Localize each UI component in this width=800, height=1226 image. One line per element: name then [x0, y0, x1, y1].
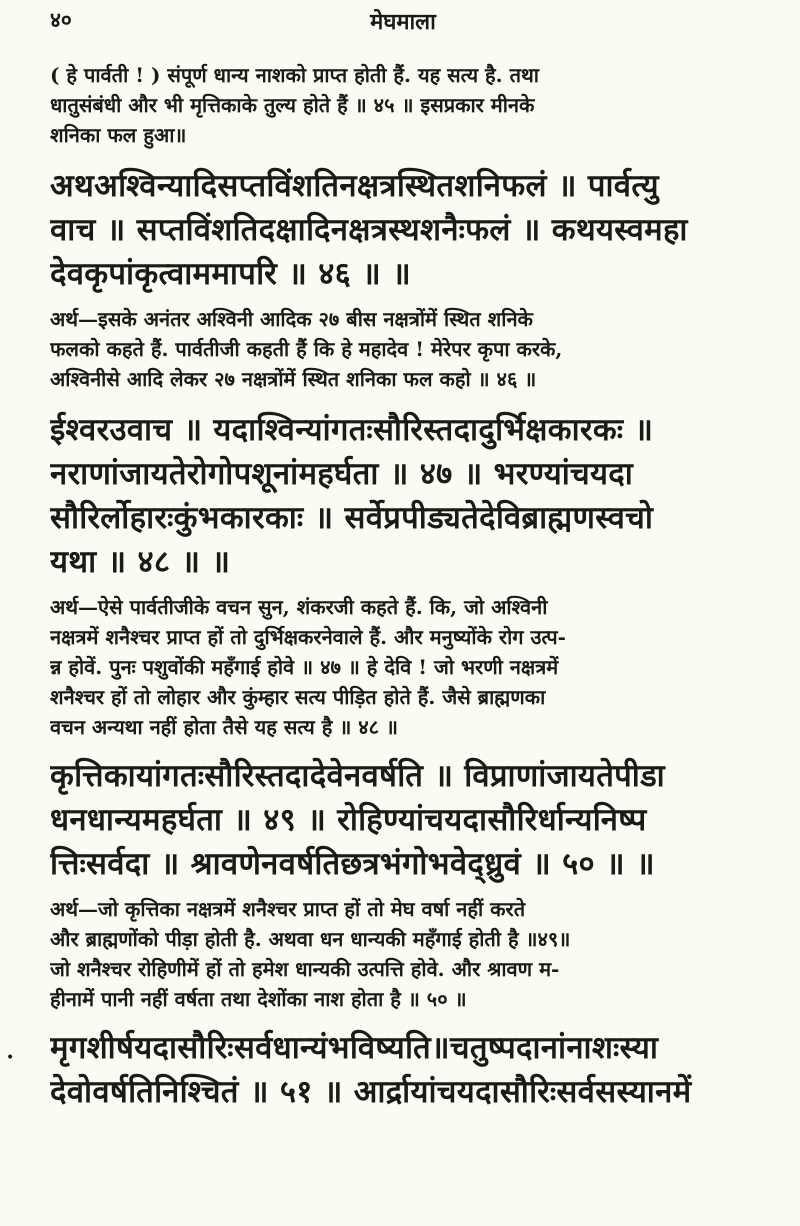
text-line: और ब्राह्मणोंको पीड़ा होती है. अथवा धन धान्यकी महँगाई होती है ॥४९॥ [50, 927, 571, 951]
verse-line: त्तिःसर्वदा ॥ श्रावणेनवर्षतिछत्रभंगोभवेद्ध्रुवं ॥ ५० ॥ ॥ [50, 846, 655, 882]
verse-line: सौरिर्लोहारःकुंभकारकाः ॥ सर्वेप्रपीड्यतेदेविब्राह्मणस्वचो [50, 500, 654, 536]
verse-line: मृगशीर्षयदासौरिःसर्वधान्यंभविष्यति॥चतुष्पदानांनाशःस्या [50, 1030, 659, 1066]
intro-paragraph [50, 60, 756, 150]
sanskrit-verse-49-50 [50, 754, 756, 886]
text-line: जो शनैश्चर रोहिणीमें हों तो हमेश धान्यकी उत्पत्ति होवे. और श्रावण म- [50, 957, 560, 981]
text-line: अर्थ—ऐसे पार्वतीजीके वचन सुन, शंकरजी कहते हैं. कि, जो अश्विनी [50, 595, 548, 619]
text-line: हीनामें पानी नहीं वर्षता तथा देशोंका नाश होता है ॥ ५० ॥ [50, 987, 467, 1011]
verse-line: अथअश्विन्यादिसप्तविंशतिनक्षत्रस्थितशनिफलं ॥ पार्वत्यु [50, 168, 659, 204]
verse-line: कृत्तिकायांगतःसौरिस्तदादेवेनवर्षति ॥ विप्राणांजायतेपीडा [50, 758, 666, 794]
verse-line: देवकृपांकृत्वाममापरि ॥ ४६ ॥ ॥ [50, 256, 411, 292]
text-line: शनैश्चर हों तो लोहार और कुंम्हार सत्य पीड़ित होते हैं. जैसे ब्राह्मणका [50, 685, 546, 709]
verse-line: नराणांजायतेरोगोपशूनांमहर्घता ॥ ४७ ॥ भरण्यांचयदा [50, 456, 634, 492]
margin-dot-mark: • [6, 1050, 15, 1066]
sanskrit-verse-51 [50, 1026, 756, 1114]
text-line: वचन अन्यथा नहीं होता तैसे यह सत्य है ॥ ४८ ॥ [50, 715, 399, 739]
text-line: फलको कहते हैं. पार्वतीजी कहती हैं कि हे महादेव ! मेरेपर कृपा करके, [50, 337, 563, 361]
running-head [50, 0, 756, 40]
text-line: नक्षत्रमें शनैश्चर प्राप्त हों तो दुर्भिक्षकरनेवाले हैं. और मनुष्योंके रोग उत्प- [50, 625, 566, 649]
text-line: न्न होवें. पुनः पशुवोंकी महँगाई होवे ॥ ४७ ॥ हे देवि ! जो भरणी नक्षत्रमें [50, 655, 559, 679]
text-line: शनिका फल हुआ॥ [50, 123, 187, 147]
verse-line: ईश्वरउवाच ॥ यदाश्विन्यांगतःसौरिस्तदादुर्भिक्षकारकः ॥ [50, 412, 654, 448]
verse-line: वाच ॥ सप्तविंशतिदक्षादिनक्षत्रस्थशनैःफलं ॥ कथयस्वमहा [50, 212, 688, 248]
meaning-paragraph-46 [50, 304, 756, 394]
verse-line: यथा ॥ ४८ ॥ ॥ [50, 544, 231, 580]
text-line: अर्थ—इसके अनंतर अश्विनी आदिक २७ बीस नक्षत्रोंमें स्थित शनिके [50, 307, 533, 331]
text-line: ( हे पार्वती ! ) संपूर्ण धान्य नाशको प्राप्त होती हैं. यह सत्य है. तथा [50, 63, 539, 87]
text-line: अर्थ—जो कृत्तिका नक्षत्रमें शनैश्चर प्राप्त हों तो मेघ वर्षा नहीं करते [50, 897, 526, 921]
running-title: मेघमाला [370, 9, 436, 35]
meaning-paragraph-47-48 [50, 592, 756, 742]
text-line: धातुसंबंधी और भी मृत्तिकाके तुल्य होते हैं ॥ ४५ ॥ इसप्रकार मीनके [50, 93, 535, 117]
verse-line: धनधान्यमहर्घता ॥ ४९ ॥ रोहिण्यांचयदासौरिर्धान्यनिष्प [50, 802, 647, 838]
verse-line: देवोवर्षतिनिश्चितं ॥ ५१ ॥ आर्द्रायांचयदासौरिःसर्वसस्यानमें [50, 1074, 692, 1110]
text-line: अश्विनीसे आदि लेकर २७ नक्षत्रोंमें स्थित शनिका फल कहो ॥ ४६ ॥ [50, 367, 537, 391]
sanskrit-verse-46 [50, 164, 756, 296]
meaning-paragraph-49-50 [50, 894, 756, 1014]
page-number: ४० [50, 7, 72, 32]
sanskrit-verse-47-48 [50, 408, 756, 584]
